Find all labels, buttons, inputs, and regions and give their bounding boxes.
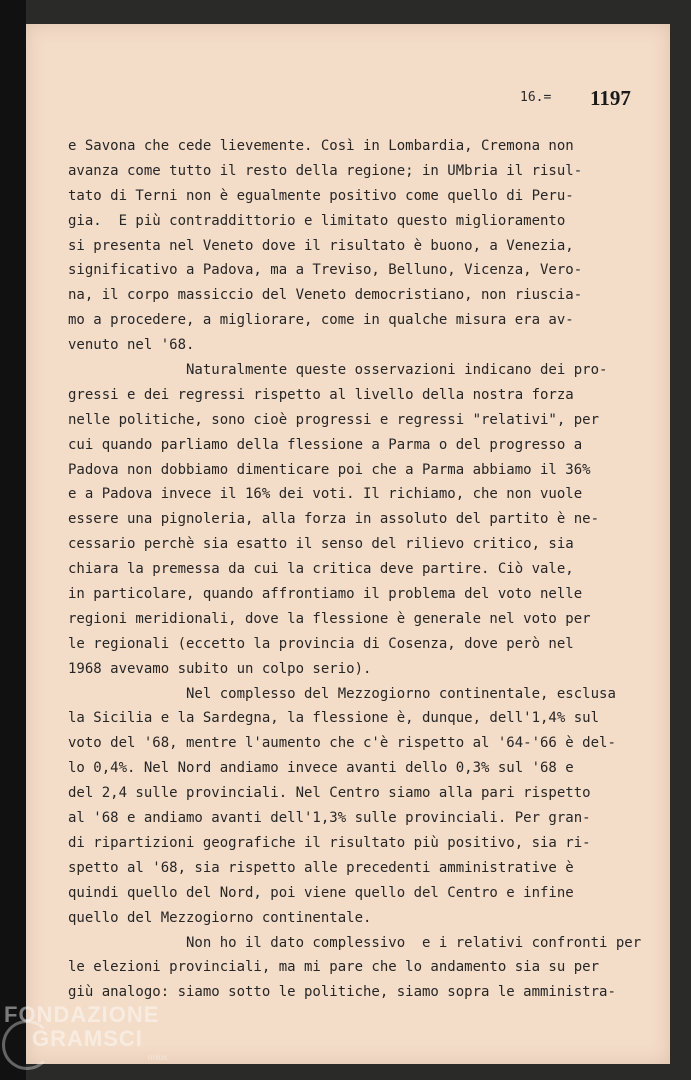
text-line: si presenta nel Veneto dove il risultato è buono, a Venezia, <box>68 237 574 254</box>
text-line: in particolare, quando affrontiamo il problema del voto nelle <box>68 586 583 603</box>
text-line: le regionali (eccetto la provincia di Cosenza, dove però nel <box>68 635 574 652</box>
scan-left-edge <box>0 0 26 1080</box>
text-line: Nel complesso del Mezzogiorno continentale, esclusa <box>68 685 616 702</box>
watermark-line2: GRAMSCI <box>32 1026 143 1051</box>
text-line: cui quando parliamo della flessione a Parma o del progresso a <box>68 436 583 453</box>
watermark-line1: FONDAZIONE <box>4 1002 160 1027</box>
text-line: giù analogo: siamo sotto le politiche, siamo sopra le amministra- <box>68 984 616 1001</box>
text-line: gia. E più contraddittorio e limitato questo miglioramento <box>68 212 566 229</box>
text-line: Padova non dobbiamo dimenticare poi che a Parma abbiamo il 36% <box>68 461 591 478</box>
text-line: di ripartizioni geografiche il risultato più positivo, sia ri- <box>68 834 591 851</box>
watermark-g-icon <box>2 1020 52 1070</box>
text-line: nelle politiche, sono cioè progressi e regressi "relativi", per <box>68 411 600 428</box>
text-line: quindi quello del Nord, poi viene quello del Centro e infine <box>68 884 574 901</box>
text-line: mo a procedere, a migliorare, come in qualche misura era av- <box>68 312 574 329</box>
watermark-small: onlus <box>148 1053 168 1062</box>
text-line: voto del '68, mentre l'aumento che c'è rispetto al '64-'66 è del- <box>68 735 616 752</box>
text-line: le elezioni provinciali, ma mi pare che lo andamento sia su per <box>68 959 600 976</box>
text-line: al '68 e andiamo avanti dell'1,3% sulle provinciali. Per gran- <box>68 810 591 827</box>
page-reference: 16.= <box>520 90 552 105</box>
text-line: na, il corpo massiccio del Veneto democristiano, non riuscia- <box>68 287 583 304</box>
document-body <box>68 134 648 1005</box>
text-line: significativo a Padova, ma a Treviso, Belluno, Vicenza, Vero- <box>68 262 583 279</box>
text-line: essere una pignoleria, alla forza in assoluto del partito è ne- <box>68 511 600 528</box>
text-line: avanza come tutto il resto della regione; in UMbria il risul- <box>68 162 583 179</box>
text-line: del 2,4 sulle provinciali. Nel Centro siamo alla pari rispetto <box>68 785 591 802</box>
text-line: regioni meridionali, dove la flessione è generale nel voto per <box>68 610 591 627</box>
text-line: 1968 avevamo subito un colpo serio). <box>68 660 372 677</box>
text-line: e Savona che cede lievemente. Così in Lombardia, Cremona non <box>68 138 574 154</box>
text-line: chiara la premessa da cui la critica deve partire. Ciò vale, <box>68 561 574 578</box>
text-line: Naturalmente queste osservazioni indicano dei pro- <box>68 362 608 379</box>
text-line: gressi e dei regressi rispetto al livello della nostra forza <box>68 386 574 403</box>
text-line: quello del Mezzogiorno continentale. <box>68 909 372 926</box>
text-line: cessario perchè sia esatto il senso del rilievo critico, sia <box>68 536 574 553</box>
page-number: 1197 <box>590 86 631 110</box>
text-line: venuto nel '68. <box>68 337 195 354</box>
text-line: tato di Terni non è egualmente positivo come quello di Peru- <box>68 187 574 204</box>
text-line: la Sicilia e la Sardegna, la flessione è, dunque, dell'1,4% sul <box>68 710 600 727</box>
text-line: lo 0,4%. Nel Nord andiamo invece avanti dello 0,3% sul '68 e <box>68 760 574 777</box>
text-line: spetto al '68, sia rispetto alle precedenti amministrative è <box>68 859 574 876</box>
text-line: e a Padova invece il 16% dei voti. Il richiamo, che non vuole <box>68 486 583 503</box>
watermark-logo <box>4 1004 159 1050</box>
text-line: Non ho il dato complessivo e i relativi confronti per <box>68 934 642 951</box>
